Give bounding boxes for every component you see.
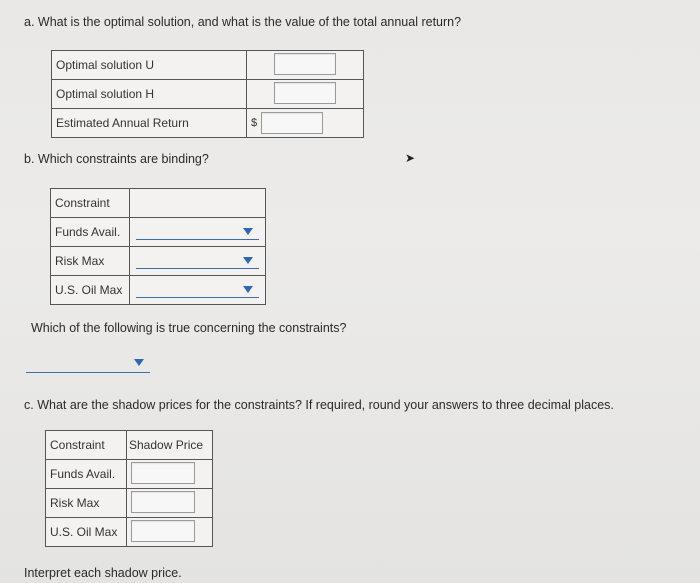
funds-avail-shadow-input[interactable] [131,462,195,484]
cursor-icon: ➤ [405,151,416,165]
table-row [51,218,266,247]
interpret-shadow-prices: Interpret each shadow price. [24,566,182,580]
part-c-table [45,430,213,547]
row-label: Funds Avail. [46,460,127,489]
question-c: c. What are the shadow prices for the constraints? If required, round your answers to three decimal places. [24,398,614,412]
table-row [52,109,364,138]
part-b-table [50,188,266,305]
part-a-table [51,50,364,138]
row-label: Risk Max [51,247,130,276]
table-row [46,431,213,460]
table-row [46,460,213,489]
row-label: Optimal solution U [52,51,247,80]
row-label: Estimated Annual Return [52,109,247,138]
header-constraint: Constraint [51,189,130,218]
table-row [51,247,266,276]
row-label: U.S. Oil Max [51,276,130,305]
header-shadow-price: Shadow Price [127,431,213,460]
row-label: Risk Max [46,489,127,518]
optimal-u-input[interactable] [274,53,336,75]
chevron-down-icon [243,286,253,293]
chevron-down-icon [243,257,253,264]
risk-max-shadow-input[interactable] [131,491,195,513]
table-row [46,489,213,518]
dollar-prefix: $ [251,117,258,130]
question-a: a. What is the optimal solution, and what is the value of the total annual return? [24,15,462,29]
table-row [52,80,364,109]
funds-avail-dropdown[interactable] [134,222,261,242]
question-b: b. Which constraints are binding? [24,152,209,166]
annual-return-input[interactable] [261,112,323,134]
table-row [46,518,213,547]
table-row [51,189,266,218]
us-oil-max-shadow-input[interactable] [131,520,195,542]
constraints-followup-question: Which of the following is true concerning the constraints? [31,321,347,335]
risk-max-dropdown[interactable] [134,251,261,271]
us-oil-max-dropdown[interactable] [134,280,261,300]
row-label: Optimal solution H [52,80,247,109]
chevron-down-icon [134,359,144,366]
table-row [52,51,364,80]
table-row [51,276,266,305]
chevron-down-icon [243,228,253,235]
row-label: Funds Avail. [51,218,130,247]
row-label: U.S. Oil Max [46,518,127,547]
header-constraint: Constraint [46,431,127,460]
optimal-h-input[interactable] [274,82,336,104]
constraints-truth-dropdown[interactable] [26,351,150,371]
